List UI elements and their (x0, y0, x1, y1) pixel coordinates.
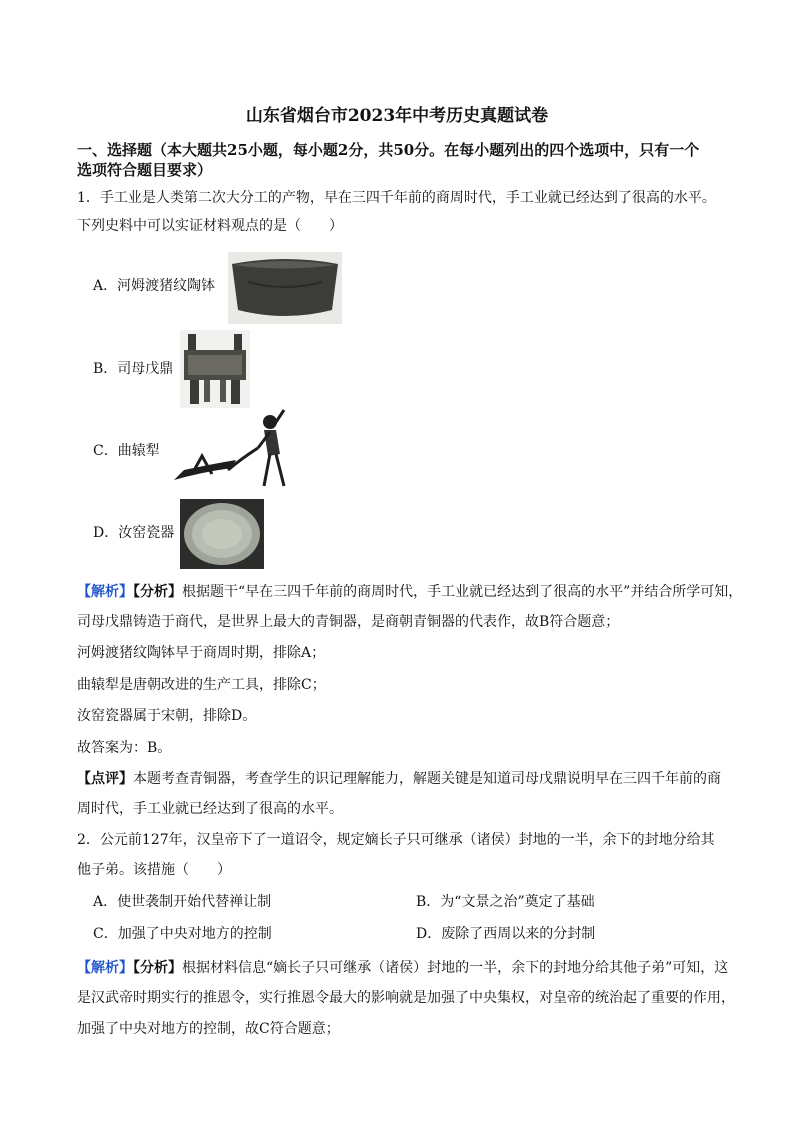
q1-analysis-line-5: 汝窑瓷器属于宋朝，排除D。 (77, 708, 257, 724)
q1-option-a: A．河姆渡猪纹陶钵 (93, 278, 216, 294)
q1-option-d: D．汝窑瓷器 (93, 525, 175, 541)
comment-text: 本题考查青铜器，考查学生的识记理解能力，解题关键是知道司母戊鼎说明早在三四千年前的商 (133, 771, 721, 787)
q1-option-b: B．司母戊鼎 (93, 361, 174, 377)
analysis-subtag: 【分析】 (133, 584, 182, 600)
section-header-line-2: 选项符合题目要求） (77, 161, 213, 179)
q2-stem-line-1: 2．公元前127年，汉皇帝下了一道诏令，规定嫡长子只可继承（诸侯）封地的一半，余下的封地分给其 (77, 832, 715, 848)
q2-analysis-line-3: 加强了中央对地方的控制，故C符合题意； (77, 1021, 340, 1037)
analysis-text: 根据题干“早在三四千年前的商周时代，手工业就已经达到了很高的水平”并结合所学可知， (182, 584, 743, 600)
q2-analysis-line-1 (77, 958, 728, 978)
q2-stem-line-2: 他子弟。该措施（ ） (77, 862, 231, 878)
bronze-ding-icon (180, 330, 250, 408)
q1-stem-line-1: 1．手工业是人类第二次大分工的产物，早在三四千年前的商周时代，手工业就已经达到了很高的水平。 (77, 190, 716, 206)
q2-analysis-line-2: 是汉武帝时期实行的推恩令，实行推恩令最大的影响就是加强了中央集权，对皇帝的统治起了重要的作用， (77, 990, 735, 1006)
q2-option-a: A．使世袭制开始代替禅让制 (93, 894, 272, 910)
curved-plough-icon (172, 408, 294, 490)
q2-option-d: D．废除了西周以来的分封制 (416, 926, 596, 942)
q2-option-b: B．为“文景之治”奠定了基础 (416, 894, 595, 910)
analysis-subtag: 【分析】 (133, 960, 182, 976)
q1-answer: 故答案为：B。 (77, 740, 172, 756)
analysis-tag: 【解析】 (77, 584, 133, 600)
q1-stem-line-2: 下列史料中可以实证材料观点的是（ ） (77, 218, 343, 234)
pottery-bowl-icon (228, 252, 342, 324)
q1-option-c: C．曲辕犁 (93, 443, 160, 459)
q2-option-c: C．加强了中央对地方的控制 (93, 926, 272, 942)
analysis-tag: 【解析】 (77, 960, 133, 976)
q1-analysis-line-3: 河姆渡猪纹陶钵早于商周时期，排除A； (77, 645, 326, 661)
porcelain-dish-icon (180, 499, 264, 569)
q1-analysis-line-2: 司母戊鼎铸造于商代，是世界上最大的青铜器，是商朝青铜器的代表作，故B符合题意； (77, 614, 620, 630)
analysis-text: 根据材料信息“嫡长子只可继承（诸侯）封地的一半，余下的封地分给其他子弟”可知，这 (182, 960, 729, 976)
q1-comment-line-1 (77, 769, 721, 789)
q1-analysis-line-1 (77, 582, 742, 602)
q1-comment-line-2: 周时代，手工业就已经达到了很高的水平。 (77, 801, 343, 817)
page-title: 山东省烟台市2023年中考历史真题试卷 (245, 106, 549, 126)
section-header-line-1: 一、选择题（本大题共25小题，每小题2分，共50分。在每小题列出的四个选项中，只有一个 (77, 141, 700, 159)
comment-tag: 【点评】 (77, 771, 133, 787)
q1-analysis-line-4: 曲辕犁是唐朝改进的生产工具，排除C； (77, 677, 326, 693)
